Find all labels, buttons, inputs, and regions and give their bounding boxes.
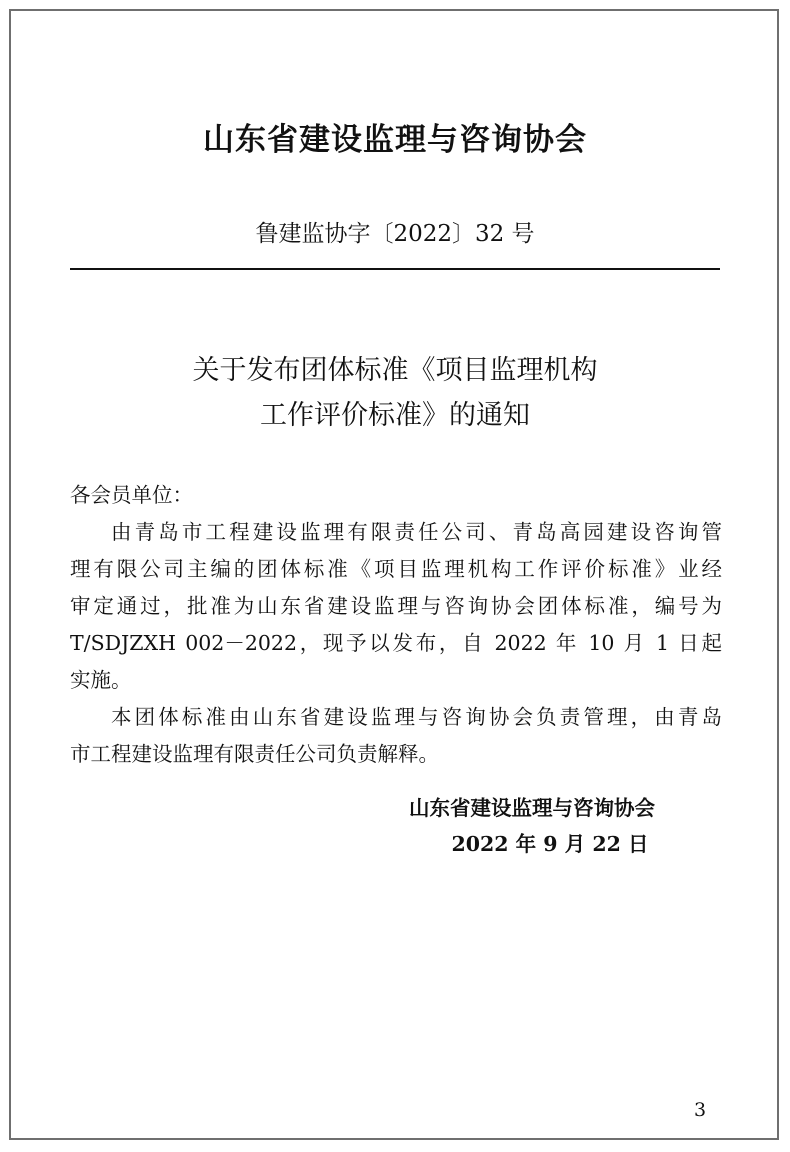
- notice-title-line: 关于发布团体标准《项目监理机构: [192, 355, 598, 386]
- notice-body: [70, 477, 722, 773]
- body-line: 实施。: [70, 668, 132, 692]
- header-divider: [70, 268, 720, 270]
- signature-date: 2022 年 9 月 22 日: [451, 832, 649, 856]
- salutation: 各会员单位：: [70, 483, 193, 507]
- body-line: 理有限公司主编的团体标准《项目监理机构工作评价标准》业经: [70, 557, 722, 581]
- document-number: 鲁建监协字〔2022〕32 号: [255, 221, 535, 247]
- signature-organization: 山东省建设监理与咨询协会: [409, 796, 655, 820]
- body-line: 市工程建设监理有限责任公司负责解释。: [70, 742, 439, 766]
- body-line: 本团体标准由山东省建设监理与咨询协会负责管理，由青岛: [111, 705, 722, 729]
- body-line: T/SDJZXH 002－2022，现予以发布，自 2022 年 10 月 1 日起: [70, 631, 722, 655]
- page-number: 3: [693, 1099, 707, 1121]
- body-line: 审定通过，批准为山东省建设监理与咨询协会团体标准，编号为: [70, 594, 722, 618]
- issuer-name: 山东省建设监理与咨询协会: [203, 122, 587, 158]
- notice-title-line: 工作评价标准》的通知: [260, 400, 530, 431]
- body-line: 由青岛市工程建设监理有限责任公司、青岛高园建设咨询管: [111, 520, 722, 544]
- notice-title: [0, 348, 790, 438]
